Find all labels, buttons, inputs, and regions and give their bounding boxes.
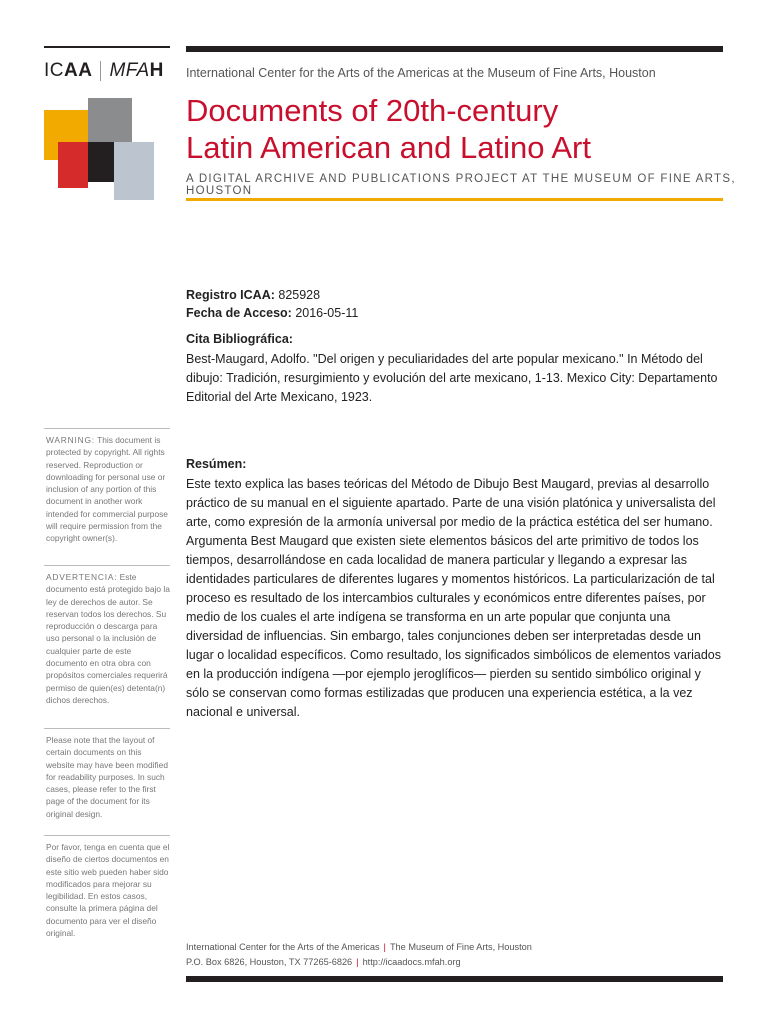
cita-text: Best-Maugard, Adolfo. "Del origen y peculiaridades del arte popular mexicano." In Método del dibujo: Tradición, resurgimiento y evolución del arte mexicano, 1-13. Mexico City: Departamento Editorial del Arte Mexicano, 1923. — [186, 352, 718, 404]
header-top-bar — [186, 46, 723, 52]
icaa-logo: ICAA — [44, 60, 93, 81]
footer-line-1: International Center for the Arts of the Americas | The Museum of Fine Arts, Houston — [186, 942, 532, 952]
footer-url-link[interactable]: http://icaadocs.mfah.org — [362, 957, 461, 967]
page-title: Documents of 20th-century Latin American and Latino Art — [186, 93, 591, 165]
page-subtitle: A DIGITAL ARCHIVE AND PUBLICATIONS PROJECT AT THE MUSEUM OF FINE ARTS, HOUSTON — [186, 173, 736, 197]
decor-square-gray — [88, 98, 132, 142]
sidebar-divider — [44, 835, 170, 836]
decor-square-red — [58, 142, 88, 188]
footer-bottom-bar — [186, 976, 723, 982]
institution-line: International Center for the Arts of the Americas at the Museum of Fine Arts, Houston — [186, 66, 656, 80]
layout-note-en: Please note that the layout of certain documents on this website may have been modified for readability purposes. In such cases, please refer to the first page of the document for its original design. — [46, 735, 168, 819]
cita-label: Cita Bibliográfica: — [186, 332, 293, 346]
icaa-mfah-logo — [44, 60, 164, 82]
advertencia-notice: ADVERTENCIA: Este documento está protegido bajo la ley de derechos de autor. Se reservan todos los derechos. Su reproducción o descarga para uso personal o la inclusión de cualquier parte de este documento en otra obra con propósitos comerciales requerirá permiso de quien(es) detenta(n) dichos derechos. — [46, 572, 170, 705]
footer — [186, 940, 532, 970]
sidebar-divider — [44, 728, 170, 729]
header-orange-rule — [186, 198, 723, 201]
record-meta — [186, 286, 358, 322]
mfah-logo: MFAH — [109, 60, 164, 81]
warning-notice: WARNING: This document is protected by copyright. All rights reserved. Reproduction or downloading for personal use or inclusion of any portion of this document in another work intended for commercial purpose will require permission from the copyright owner(s). — [46, 435, 168, 544]
decor-square-lightblue — [114, 142, 154, 200]
resumen-text: Este texto explica las bases teóricas del Método de Dibujo Best Maugard, previas al desarrollo práctico de su manual en el siguiente apartado. Parte de una visión platónica y universalista del arte, como expresión de la armonía universal por medio de la práctica estética del ser humano. Argumenta Best Maugard que existen siete elementos básicos del arte primitivo de todos los tiempos, desarrollándose en cada localidad de manera particular y llegando a expresar las identidades particulares de diferentes lugares y momentos históricos. La particularización de tal proceso es resultado de los intercambios culturales y económicos entre diferentes países, por medio de los cuales el arte indígena se transforma en un arte popular que conjunta una diversidad de influencias. Sin embargo, tales conjunciones deben ser interpretadas desde un lugar o localidad específicos. Como resultado, los significados simbólicos de elementos variados en la producción indígena —por ejemplo jeroglíficos— pierden su sentido simbólico original y sólo se conservan como formas estilizadas que producen una experiencia estética, a la vez nacional e universal. — [186, 477, 721, 719]
logo-top-rule — [44, 46, 170, 48]
footer-line-2: P.O. Box 6826, Houston, TX 77265-6826 | http://icaadocs.mfah.org — [186, 957, 461, 967]
sidebar-divider — [44, 565, 170, 566]
resumen-label: Resúmen: — [186, 457, 247, 471]
decor-square-black — [88, 142, 114, 182]
sidebar-divider — [44, 428, 170, 429]
layout-note-es: Por favor, tenga en cuenta que el diseño de ciertos documentos en este sitio web pueden haber sido modificados para mejorar su legibilidad. En estos casos, consulte la primera página del documento para ver el diseño original. — [46, 842, 170, 939]
fecha-row: Fecha de Acceso: 2016-05-11 — [186, 306, 359, 320]
registro-row: Registro ICAA: 825928 — [186, 288, 321, 302]
logo-separator — [100, 61, 101, 81]
